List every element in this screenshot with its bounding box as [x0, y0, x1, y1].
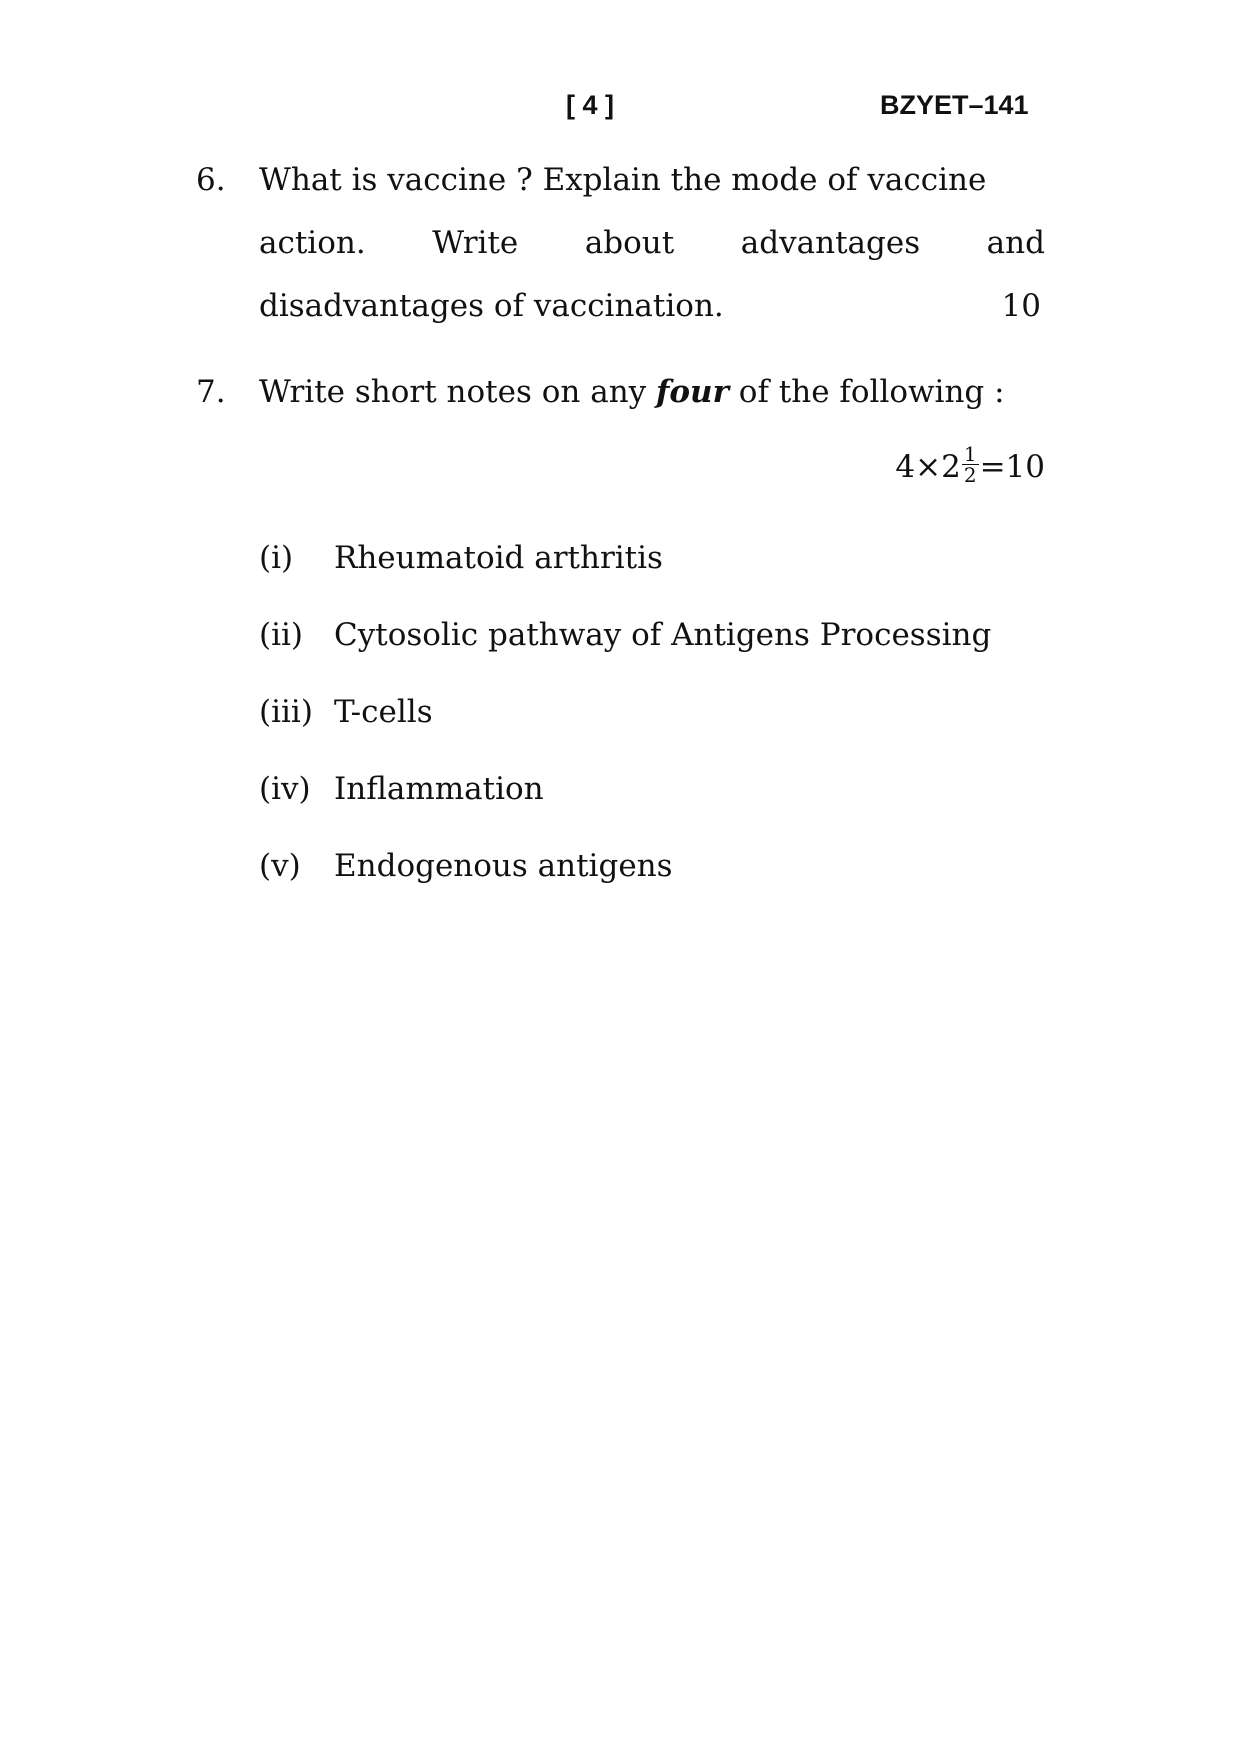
fraction-numerator: 1: [963, 442, 977, 466]
option-label: (iii): [259, 694, 313, 730]
question-7-text-after: of the following :: [728, 374, 1005, 410]
question-6-word: and: [986, 225, 1045, 261]
option-label: (iv): [259, 771, 311, 807]
question-7-emphasis: four: [656, 374, 729, 410]
marks-prefix: 4×2: [895, 449, 961, 485]
question-6-word: Write: [432, 225, 519, 261]
question-6-line-3: disadvantages of vaccination.: [259, 288, 724, 324]
question-6-line-1: What is vaccine ? Explain the mode of vaccine: [259, 162, 987, 198]
half-fraction: [962, 444, 979, 485]
question-6-word: advantages: [740, 225, 921, 261]
question-6-word: about: [584, 225, 675, 261]
option-text: Cytosolic pathway of Antigens Processing: [334, 617, 992, 653]
question-7-text-before: Write short notes on any: [259, 374, 657, 410]
fraction-denominator: 2: [963, 463, 977, 487]
option-label: (v): [259, 848, 301, 884]
option-text: Endogenous antigens: [334, 848, 673, 884]
question-7-marks: [895, 442, 1045, 489]
option-label: (ii): [259, 617, 304, 653]
option-text: Inflammation: [334, 771, 544, 807]
question-6-marks: 10: [1001, 288, 1041, 324]
question-7-number: 7.: [196, 374, 226, 410]
question-7-instruction: [259, 374, 1045, 410]
question-6-line-2: [259, 225, 1045, 261]
option-text: Rheumatoid arthritis: [334, 540, 663, 576]
paper-code: BZYET–141: [880, 90, 1029, 120]
question-6-word: action.: [259, 225, 366, 261]
question-6-number: 6.: [196, 162, 226, 198]
marks-suffix: =10: [979, 449, 1045, 485]
option-label: (i): [259, 540, 294, 576]
page-number: [ 4 ]: [566, 90, 615, 120]
option-text: T-cells: [334, 694, 433, 730]
